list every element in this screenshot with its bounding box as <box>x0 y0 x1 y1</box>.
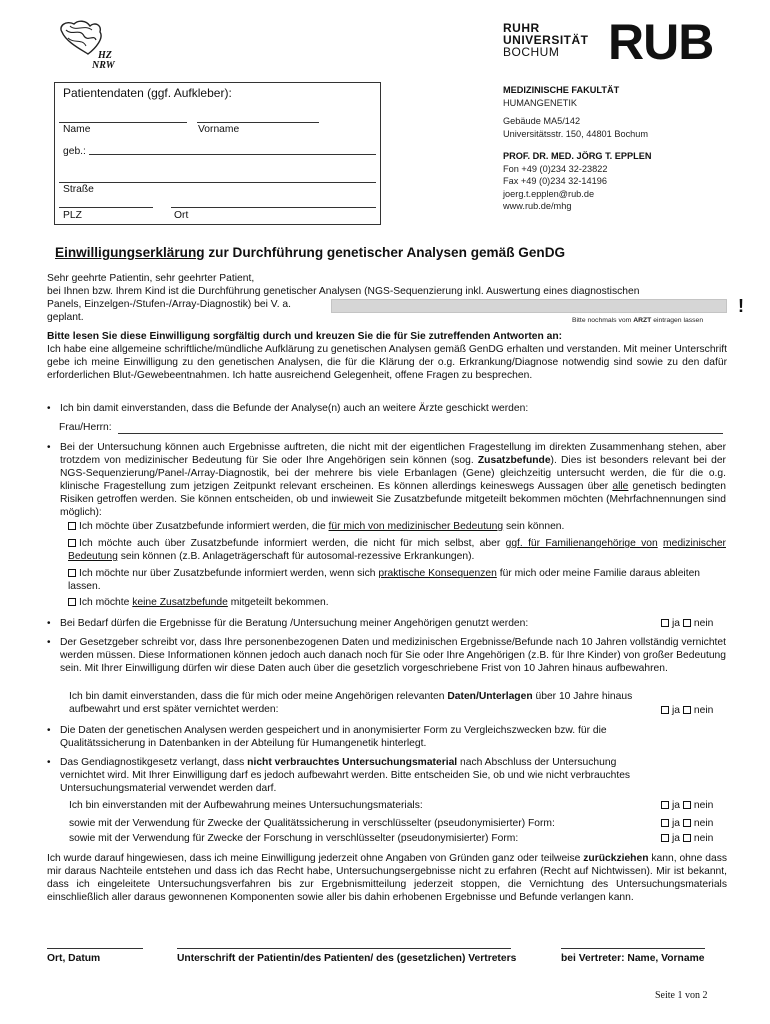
bullet-dot: • <box>47 637 51 648</box>
ja-label: ja <box>672 833 681 844</box>
checkbox[interactable] <box>68 598 76 606</box>
page-number: Seite 1 von 2 <box>655 990 708 1001</box>
bullet2-part1: Bei der Untersuchung können auch Ergebnisse auftreten, die nicht mit der eigentlichen Fragestellung im direkten Zusammenhang stehen, aber trotzdem von medizinischer Bedeutung für Sie oder Ihre Angehörigen sein können (sog. <box>60 442 726 466</box>
checkbox-ja[interactable] <box>661 834 669 842</box>
ja-nein-research <box>661 832 713 845</box>
logo-text-hz: HZ <box>98 50 112 61</box>
bullet-dot: • <box>47 403 51 414</box>
arzt-note-post: eintragen lassen <box>651 317 704 324</box>
arzt-note <box>572 317 703 324</box>
closing-post: kann, ohne dass mir daraus Nachteile entstehen und dass ich das Recht habe, Untersuchungsergebnisse nicht zu erfahren (Recht auf Nichtwissen). Mir ist bekannt, dass ich eingeleitete Untersuchungsverfahren bis zur Ergebnismitteilung jederzeit stoppen, die Vernichtung des Untersuchungsmaterials einschließlich aller daraus gewonnenen Komponenten sowie aller bis dahin erhobenen Ergebnisse und Befunde verlangen kann. <box>47 853 727 903</box>
checkbox-ja[interactable] <box>661 819 669 827</box>
bullet6-text <box>60 756 650 795</box>
opt1-underlined: für mich von medizinischer Bedeutung <box>328 521 504 532</box>
hz-nrw-logo <box>54 18 124 74</box>
institution-block <box>503 84 733 213</box>
ort-line[interactable] <box>171 207 376 208</box>
option-zusatzbefunde-1 <box>68 520 564 533</box>
ja-label: ja <box>672 618 681 629</box>
checkbox-nein[interactable] <box>683 619 691 627</box>
strasse-label: Straße <box>63 184 94 195</box>
ort-datum-label: Ort, Datum <box>47 953 101 964</box>
professor: PROF. DR. MED. JÖRG T. EPPLEN <box>503 151 652 161</box>
exclamation-mark: ! <box>738 296 744 316</box>
rub-line2: UNIVERSITÄT <box>503 33 589 47</box>
plz-label: PLZ <box>63 210 82 221</box>
ort-label: Ort <box>174 210 189 221</box>
bullet6-post: nach Abschluss der Untersuchung vernichtet wird. Mit Ihrer Einwilligung darf es jedoch aufbewahrt werden. Bitte entscheiden Sie, ob und wie nicht verbrauchtes Untersuchungsmaterial verwendet werden darf. <box>60 757 631 794</box>
checkbox[interactable] <box>68 522 76 530</box>
bullet6-q3: sowie mit der Verwendung für Zwecke der Forschung in verschlüsselter (pseudonymisierter) Form: <box>69 833 519 844</box>
opt4-pre: Ich möchte <box>79 597 133 608</box>
vorname-label: Vorname <box>198 124 240 135</box>
rub-line1: RUHR <box>503 21 540 35</box>
nein-label: nein <box>693 818 714 829</box>
checkbox[interactable] <box>68 569 76 577</box>
opt3-post: für mich oder meine Familie daraus ableiten lassen. <box>68 568 701 592</box>
logo-text-nrw: NRW <box>92 60 115 71</box>
ja-nein-storage <box>661 799 713 812</box>
opt3-pre: Ich möchte nur über Zusatzbefunde informiert werden, wenn sich <box>79 568 379 579</box>
checkbox-ja[interactable] <box>661 801 669 809</box>
building: Gebäude MA5/142 <box>503 116 581 126</box>
signature-label: Unterschrift der Patientin/des Patienten/ des (gesetzlichen) Vertreters <box>177 953 517 964</box>
patient-data-box <box>54 82 381 225</box>
bullet2-bold: Zusatzbefunde <box>477 455 551 466</box>
rub-wordmark <box>503 22 589 59</box>
bullet4-q-bold: Daten/Unterlagen <box>447 691 533 702</box>
bullet6-q1: Ich bin einverstanden mit der Aufbewahrung meines Untersuchungsmaterials: <box>69 800 423 811</box>
bullet3-text: Bei Bedarf dürfen die Ergebnisse für die Beratung /Untersuchung meiner Angehörigen genutzt werden: <box>60 618 529 629</box>
frau-herrn-label: Frau/Herrn: <box>59 422 112 433</box>
document-title <box>55 245 565 260</box>
title-underlined: Einwilligungserklärung <box>55 245 205 260</box>
plz-line[interactable] <box>59 207 153 208</box>
intro-line-4: geplant. <box>47 312 84 323</box>
bullet2-part3: genetisch bedingten Risiken getroffen werden. Sie können entscheiden, ob und inwieweit Sie Zusatzbefunde mitgeteilt bekommen möchten (Mehrfachnennungen sind möglich): <box>60 481 726 518</box>
bullet2-part2: ). Dies ist besonders relevant bei der NGS-Sequenzierung/Panel-/Array-Diagnostik, bei der mehrere bis viele Erbanlagen (Gene) gleichzeitig untersucht werden, die für die o.g. klinische Fragestellung zum jetzigen Zeitpunkt relevant erscheinen. Es können allerdings keineswegs Aussagen über <box>60 455 726 492</box>
email[interactable]: joerg.t.epplen@rub.de <box>503 188 595 199</box>
bullet5-text: Die Daten der genetischen Analysen werden gespeichert und in anonymisierter Form zu Vergleichszwecken bzw. für die Qualitätssicherung in Datenbanken in der Abteilung für Humangenetik hinterlegt. <box>60 725 607 749</box>
nein-label: nein <box>693 618 714 629</box>
title-rest: zur Durchführung genetischer Analysen gemäß GenDG <box>204 245 566 260</box>
faculty: MEDIZINISCHE FAKULTÄT <box>503 85 620 95</box>
ja-nein-quality <box>661 817 713 830</box>
bullet4-q-pre: Ich bin damit einverstanden, dass die für mich oder meine Angehörigen relevanten <box>69 691 448 702</box>
checkbox-nein[interactable] <box>683 706 691 714</box>
checkbox-nein[interactable] <box>683 801 691 809</box>
opt3-underlined: praktische Konsequenzen <box>378 568 497 579</box>
ja-label: ja <box>672 705 681 716</box>
phone: Fon +49 (0)234 32-23822 <box>503 163 608 174</box>
bullet-dot: • <box>47 442 51 453</box>
checkbox[interactable] <box>68 539 76 547</box>
bullet1-text: Ich bin damit einverstanden, dass die Befunde der Analyse(n) auch an weitere Ärzte geschickt werden: <box>60 403 529 414</box>
ja-nein-relatives <box>661 617 713 630</box>
closing-paragraph <box>47 852 727 904</box>
option-zusatzbefunde-3 <box>68 567 726 593</box>
option-zusatzbefunde-4 <box>68 596 329 609</box>
bullet2-alle: alle <box>612 481 629 492</box>
address: Universitätsstr. 150, 44801 Bochum <box>503 128 649 139</box>
ja-nein-retention <box>661 704 713 717</box>
bullet6-pre: Das Gendiagnostikgesetz verlangt, dass <box>60 757 248 768</box>
checkbox-nein[interactable] <box>683 819 691 827</box>
bullet-dot: • <box>47 757 51 768</box>
ort-datum-line[interactable] <box>47 948 143 949</box>
rub-line3: BOCHUM <box>503 45 560 59</box>
nein-label: nein <box>693 800 714 811</box>
rub-logo: RUB <box>608 14 714 70</box>
arzt-note-pre: Bitte nochmals vom <box>572 317 634 324</box>
checkbox-ja[interactable] <box>661 706 669 714</box>
opt4-underlined: keine Zusatzbefunde <box>132 597 228 608</box>
opt2-pre: Ich möchte auch über Zusatzbefunde informiert werden, die nicht für mich selbst, aber <box>79 538 506 549</box>
strasse-line[interactable] <box>59 182 376 183</box>
vertreter-label: bei Vertreter: Name, Vorname <box>561 953 705 964</box>
ja-label: ja <box>672 818 681 829</box>
signature-line[interactable] <box>177 948 511 949</box>
closing-bold: zurückziehen <box>583 853 649 864</box>
opt1-pre: Ich möchte über Zusatzbefunde informiert werden, die <box>79 521 329 532</box>
arzt-note-bold: ARZT <box>633 317 652 324</box>
checkbox-nein[interactable] <box>683 834 691 842</box>
bullet4-text: Der Gesetzgeber schreibt vor, dass Ihre personenbezogenen Daten und medizinischen Ergebnisse/Befunde nach 10 Jahren vollständig vernichtet werden müssen. Diese Informationen können jedoch auch danach noch für Sie oder Ihre Angehörigen (z.B. für Ihre Kinder) von großer Bedeutung sein. Mit Ihrer Einwilligung dürfen wir diese Daten auch über die gesetzlich vorgeschriebene Frist von 10 Jahren hinaus aufbewahren. <box>60 637 726 674</box>
option-zusatzbefunde-2 <box>68 537 726 563</box>
opt2-underlined-1: ggf. für Familienangehörige von <box>505 538 658 549</box>
bullet6-q2: sowie mit der Verwendung für Zwecke der Qualitätssicherung in verschlüsselter (pseudonymisierter) Form: <box>69 818 555 829</box>
checkbox-ja[interactable] <box>661 619 669 627</box>
bullet4-q-post: über 10 Jahre hinaus aufbewahrt und erst später vernichtet werden: <box>69 691 633 715</box>
fax: Fax +49 (0)234 32-14196 <box>503 176 607 186</box>
instruction-bold: Bitte lesen Sie diese Einwilligung sorgfältig durch und kreuzen Sie die für Sie zutreffenden Antworten an: <box>47 331 563 342</box>
ja-label: ja <box>672 800 681 811</box>
opt4-post: mitgeteilt bekommen. <box>227 597 329 608</box>
website[interactable]: www.rub.de/mhg <box>503 201 572 211</box>
intro-line-3: Panels, Einzelgen-/Stufen-/Array-Diagnostik) bei V. a. <box>47 299 292 310</box>
frau-herrn-line[interactable] <box>118 433 723 434</box>
name-label: Name <box>63 124 91 135</box>
paragraph-general-consent: Ich habe eine allgemeine schriftliche/mündliche Aufklärung zu genetischen Analysen gemäß GenDG erhalten und verstanden. Mit meiner Unterschrift gebe ich meine Einwilligung zu den genetischen Analysen, die für die Klärung der o.g. Erkrankung/Diagnose notwendig sind sowie zu den dafür erforderlichen Blut-/Gewebeentnahmen. Ich hatte ausreichend Gelegenheit, offene Fragen zu besprechen. <box>47 344 727 381</box>
greeting: Sehr geehrte Patientin, sehr geehrter Patient, <box>47 273 255 284</box>
bullet-dot: • <box>47 725 51 736</box>
geb-line[interactable] <box>89 154 376 155</box>
diagnosis-field[interactable] <box>331 299 727 313</box>
opt2-post: sein können (z.B. Anlageträgerschaft für autosomal-rezessive Erkrankungen). <box>117 551 475 562</box>
intro-line-2: bei Ihnen bzw. Ihrem Kind ist die Durchführung genetischer Analysen (NGS-Sequenzierung inkl. Auswertung eines diagnostischen <box>47 286 640 297</box>
closing-pre: Ich wurde darauf hingewiesen, dass ich meine Einwilligung jederzeit ohne Angaben von Gründen ganz oder teilweise <box>47 853 584 864</box>
opt1-post: sein können. <box>503 521 565 532</box>
opt2-underlined-2: medizinischer Bedeutung <box>68 538 726 562</box>
bullet-dot: • <box>47 618 51 629</box>
geb-label: geb.: <box>63 146 86 157</box>
bullet4-question <box>69 690 641 716</box>
nein-label: nein <box>693 705 714 716</box>
nein-label: nein <box>693 833 714 844</box>
bullet2-text <box>60 441 726 519</box>
vertreter-line[interactable] <box>561 948 705 949</box>
bullet6-bold: nicht verbrauchtes Untersuchungsmaterial <box>247 757 458 768</box>
patient-box-title: Patientendaten (ggf. Aufkleber): <box>63 86 232 100</box>
department: HUMANGENETIK <box>503 97 578 108</box>
